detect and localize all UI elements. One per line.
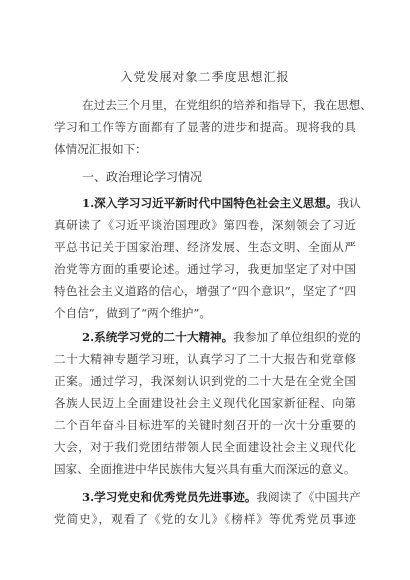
paragraph-1-line: 真研读了《习近平谈治国理政》第四卷，深刻领会了习近 [54,218,356,232]
paragraph-1-lead: 1.深入学习习近平新时代中国特色社会主义思想。 [82,196,338,210]
paragraph-1-line: 治党等方面的重要论述。通过学习，我更加坚定了对中国 [54,262,356,276]
paragraph-2-line: 国家、全面推进中华民族伟大复兴具有重大而深远的意义。 [54,462,356,476]
paragraph-3-line: 党简史》，观看了《党的女儿》《榜样》等优秀党员事迹 [54,512,356,526]
intro-line-3: 体情况汇报如下： [54,142,147,156]
paragraph-3-first-line [82,489,361,505]
paragraph-3-first-rest: 我阅读了《中国共产 [256,490,361,504]
paragraph-2-line: 正案。通过学习，我深刻认识到党的二十大是在全党全国 [54,374,356,388]
paragraph-2-line: 二个百年奋斗目标进军的关键时刻召开的一次十分重要的 [54,418,356,432]
paragraph-2-line: 二十大精神专题学习班，认真学习了二十大报告和党章修 [54,352,356,366]
paragraph-1-line: 特色社会主义道路的信心，增强了“四个意识”，坚定了“四 [54,284,356,298]
paragraph-2-first-line [82,329,361,345]
paragraph-1-line: 平总书记关于国家治理、经济发展、生态文明、全面从严 [54,240,356,254]
document-title: 入党发展对象二季度思想汇报 [120,70,290,84]
paragraph-2-lead: 2.系统学习党的二十大精神。 [82,330,234,344]
paragraph-1-first-line [82,195,361,211]
paragraph-2-first-rest: 我参加了单位组织的党的 [233,330,361,344]
paragraph-2-line: 各族人民迈上全面建设社会主义现代化国家新征程、向第 [54,396,356,410]
paragraph-1-line: 个自信”，做到了“两个维护”。 [54,306,211,320]
intro-line-2: 学习和工作等方面都有了显著的进步和提高。现将我的具 [54,120,356,134]
paragraph-2-line: 大会，对于我们党团结带领人民全面建设社会主义现代化 [54,440,356,454]
section-heading: 一、政治理论学习情况 [82,170,203,184]
paragraph-3-lead: 3.学习党史和优秀党员先进事迹。 [82,490,257,504]
paragraph-1-first-rest: 我认 [337,196,361,210]
intro-line-1: 在过去三个月里，在党组织的培养和指导下，我在思想、 [82,98,372,112]
